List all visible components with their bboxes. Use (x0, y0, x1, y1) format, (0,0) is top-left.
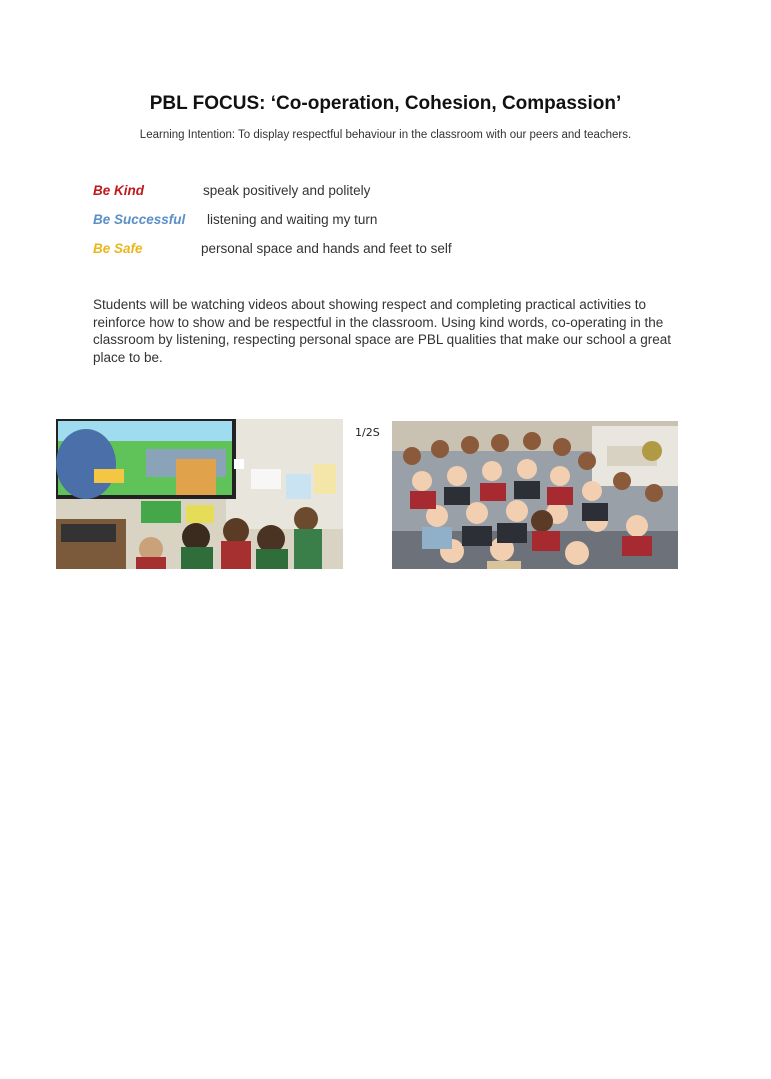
classroom-video-illustration (56, 419, 343, 569)
rule-description: listening and waiting my turn (207, 212, 378, 227)
learning-intention: Learning Intention: To display respectful behaviour in the classroom with our peers and teachers. (139, 129, 632, 141)
page-title: PBL FOCUS: ‘Co-operation, Cohesion, Compassion’ (149, 93, 622, 114)
rule-label: Be Safe (93, 241, 143, 256)
description-paragraph: Students will be watching videos about showing respect and completing practical activities to reinforce how to show and be respectful in the classroom. Using kind words, co-operating in the classroom by listening, respecting personal space are PBL qualities that make our school a great place to be. (93, 297, 672, 365)
students-group-illustration (392, 421, 678, 569)
students-group-photo (392, 421, 678, 569)
rule-label: Be Kind (93, 183, 145, 198)
rule-description: speak positively and politely (203, 183, 371, 198)
class-label: 1/2S (355, 426, 380, 439)
rule-label: Be Successful (93, 212, 186, 227)
rule-description: personal space and hands and feet to self (201, 241, 452, 256)
classroom-video-photo (56, 419, 343, 569)
